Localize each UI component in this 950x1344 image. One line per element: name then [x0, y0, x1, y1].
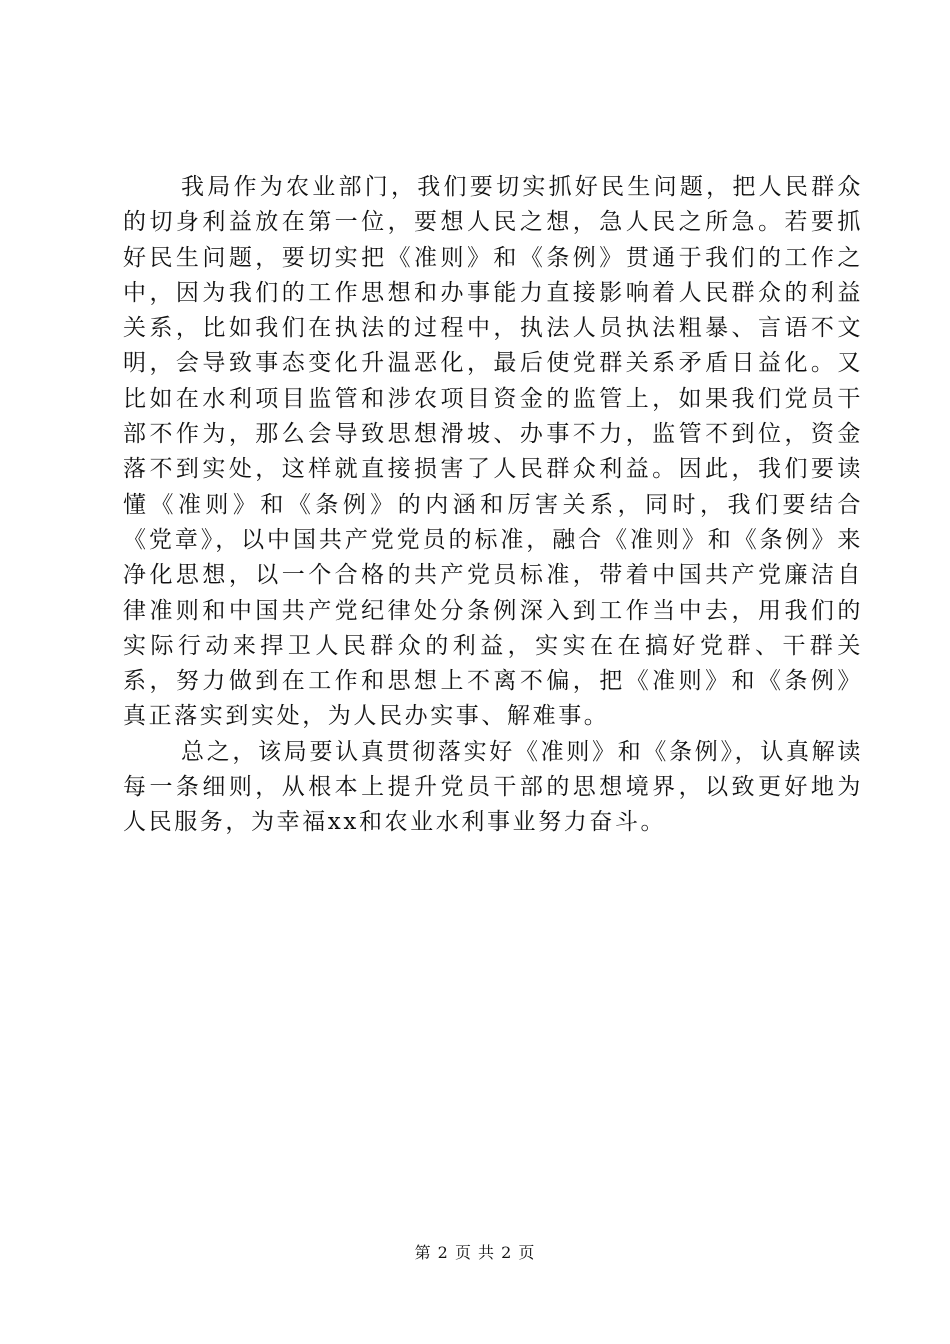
page-number-footer: 第 2 页 共 2 页: [414, 1243, 536, 1262]
body-paragraph-2: 总之，该局要认真贯彻落实好《准则》和《条例》，认真解读每一条细则，从根本上提升党员干部的思想境界，以致更好地为人民服务，为幸福xx和农业水利事业努力奋斗。: [123, 738, 863, 836]
body-paragraph-1: 我局作为农业部门，我们要切实抓好民生问题，把人民群众的切身利益放在第一位，要想人民之想，急人民之所急。若要抓好民生问题，要切实把《准则》和《条例》贯通于我们的工作之中，因为我们的工作思想和办事能力直接影响着人民群众的利益关系，比如我们在执法的过程中，执法人员执法粗暴、言语不文明，会导致事态变化升温恶化，最后使党群关系矛盾日益化。又比如在水利项目监管和涉农项目资金的监管上，如果我们党员干部不作为，那么会导致思想滑坡、办事不力，监管不到位，资金落不到实处，这样就直接损害了人民群众利益。因此，我们要读懂《准则》和《条例》的内涵和厉害关系，同时，我们要结合《党章》，以中国共产党党员的标准，融合《准则》和《条例》来净化思想，以一个合格的共产党员标准，带着中国共产党廉洁自律准则和中国共产党纪律处分条例深入到工作当中去，用我们的实际行动来捍卫人民群众的利益，实实在在搞好党群、干群关系，努力做到在工作和思想上不离不偏，把《准则》和《条例》真正落实到实处，为人民办实事、解难事。: [123, 174, 863, 730]
document-body: [123, 170, 863, 841]
